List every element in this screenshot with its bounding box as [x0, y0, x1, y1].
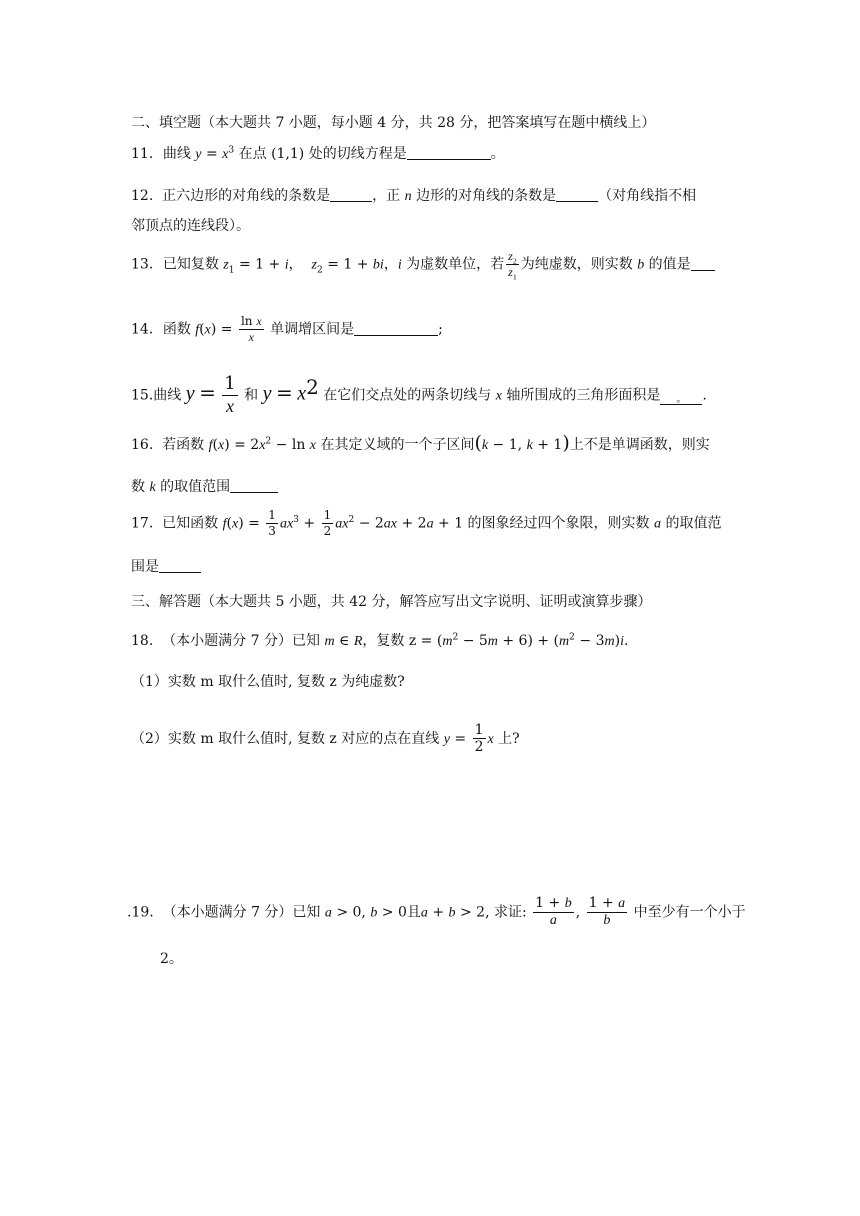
section-2-heading: 二、填空题（本大题共 7 小题，每小题 4 分，共 28 分，把答案填写在题中横线上）: [131, 115, 656, 131]
question-number: 19.: [131, 904, 154, 921]
question-number: 16.: [131, 437, 154, 453]
answer-blank: 。: [660, 390, 702, 405]
fraction-1-plus-b-over-a: $\frac{1 + b}{a}$: [535, 895, 572, 929]
question-12: 12. 正六边形的对角线的条数是 ，正 n 边形的对角线的条数是 （对角线指不相: [131, 188, 697, 204]
fraction-z2-over-z1: $\frac{z_2}{z_1}$: [508, 249, 517, 282]
question-16: 16. 若函数 $f(x) = 2x^2 - \ln x$ 在其定义域的一个子区间(k − 1, k + 1)上不是单调函数，则实: [131, 432, 710, 454]
question-number: 14．: [131, 321, 163, 338]
fraction-lnx-over-x: $\frac{\text{ln x}}{x}$: [240, 314, 262, 344]
question-text: 正六边形的对角线的条数是: [162, 188, 331, 204]
question-15: 15.曲线 y = $\frac{1}{x}$ 和 $y = x^2$ 在它们交点处的两条切线与 x 轴所围成的三角形面积是 。 .: [131, 373, 707, 416]
question-11: 11．曲线 $y = x^3$ 在点 (1,1) 处的切线方程是 。: [131, 145, 505, 162]
fraction-1-plus-a-over-b: $\frac{1 + a}{b}$: [588, 895, 626, 929]
answer-blank: [230, 478, 278, 493]
question-text: 在点: [234, 146, 272, 162]
question-number: 15.: [131, 387, 154, 404]
question-18-part-2: （2）实数 m 取什么值时, 复数 z 对应的点在直线 y = $\frac{1}{2}$ x 上?: [131, 722, 520, 756]
question-number: 12.: [131, 188, 154, 204]
question-text: 处的切线方程是: [304, 146, 407, 162]
answer-blank: [691, 256, 715, 271]
question-text: 曲线: [162, 146, 196, 162]
answer-blank: [556, 187, 598, 202]
fraction-1-over-3: $\frac{1}{3}$: [268, 508, 276, 538]
question-number: 13．: [131, 256, 163, 273]
question-13: 13．已知复数 $z_1 = 1 + i$， $z_2 = 1$ + bi，i 为虚数单位，若 $\frac{z_2}{z_1}$ 为纯虚数，则实数 b 的值是: [131, 250, 715, 279]
question-19: .19. （本小题满分 7 分）已知 a > 0, b > 0且a + b > 2, 求证: $\frac{1 + b}{a}$ , $\frac{1 + a}{b}$ 中至少有一个小于: [127, 895, 746, 929]
question-number: 18.: [131, 633, 154, 649]
question-number: 11．: [131, 146, 163, 162]
question-18-part-1: （1）实数 m 取什么值时, 复数 z 为纯虚数?: [131, 674, 405, 690]
fraction-1-over-x: $\frac{1}{x}$: [224, 373, 236, 416]
answer-blank: [159, 558, 201, 573]
question-14: 14．函数 f(x) = $\frac{\text{ln x}}{x}$ 单调增区间是 ;: [131, 314, 443, 344]
question-number: 17.: [131, 515, 154, 532]
question-12-line-2: 邻顶点的连线段）。: [131, 218, 250, 234]
question-18: 18. （本小题满分 7 分）已知 m ∈ R，复数 $z = (m^2 - 5m + 6) + (m^2 - 3m)i$.: [131, 632, 629, 649]
formula: y: [195, 147, 202, 162]
question-19-line-2: 2。: [160, 951, 183, 967]
question-16-line-2: 数 k 的取值范围: [131, 476, 278, 496]
question-17-line-2: 围是: [131, 556, 201, 576]
fraction-1-over-2: $\frac{1}{2}$: [474, 722, 484, 756]
fraction-1-over-2: $\frac{1}{2}$: [323, 508, 332, 538]
answer-blank: [354, 321, 438, 336]
answer-blank: [330, 187, 372, 202]
question-17: 17. 已知函数 f(x) = $\frac{1}{3}$ $ax^3$ + $\frac{1}{2}$ $ax^2 - 2ax + 2a + 1$ 的图象经过四个象限，则实数 a 的取值范: [131, 508, 722, 538]
section-3-heading: 三、解答题（本大题共 5 小题，共 42 分，解答应写出文字说明、证明或演算步骤）: [131, 594, 652, 610]
answer-blank: [407, 145, 491, 160]
